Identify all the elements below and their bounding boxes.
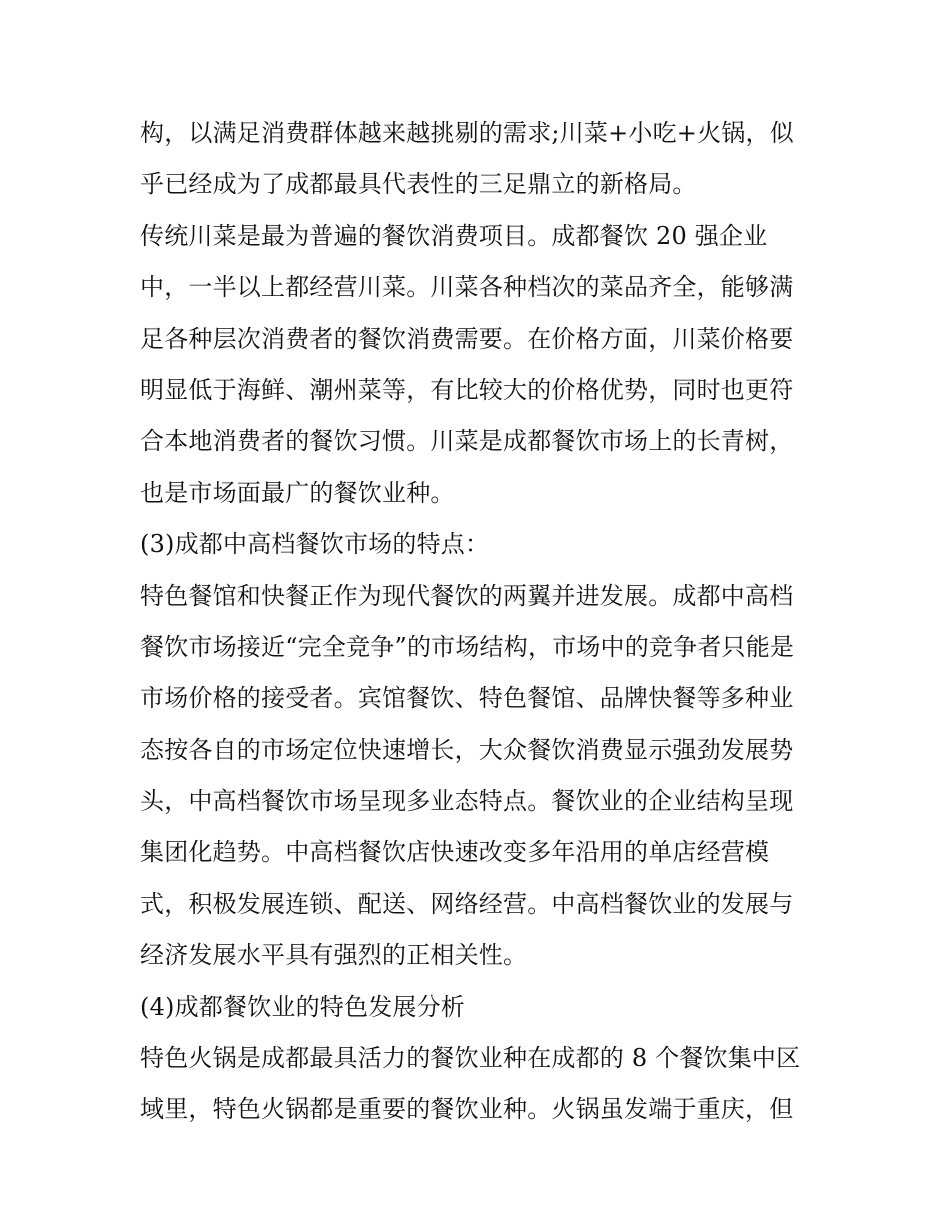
text-line: 也是市场面最广的餐饮业种。 (140, 478, 455, 507)
text-line: 明显低于海鲜、潮州菜等，有比较大的价格优势，同时也更符 (140, 375, 794, 404)
text-line: 式，积极发展连锁、配送、网络经营。中高档餐饮业的发展与 (140, 889, 794, 918)
text-line: 构，以满足消费群体越来越挑剔的需求;川菜+小吃+火锅，似 (140, 119, 794, 147)
text-line: 中，一半以上都经营川菜。川菜各种档次的菜品齐全，能够满 (140, 273, 794, 302)
section-heading: (3)成都中高档餐饮市场的特点： (140, 530, 490, 559)
text-line: 传统川菜是最为普遍的餐饮消费项目。成都餐饮 20 强企业 (140, 221, 768, 250)
text-line: 经济发展水平具有强烈的正相关性。 (140, 941, 528, 970)
text-line: 特色餐馆和快餐正作为现代餐饮的两翼并进发展。成都中高档 (140, 581, 794, 610)
document-body (140, 108, 820, 1136)
text-line: 乎已经成为了成都最具代表性的三足鼎立的新格局。 (140, 170, 697, 199)
text-line: 合本地消费者的餐饮习惯。川菜是成都餐饮市场上的长青树， (140, 427, 794, 456)
text-line: 特色火锅是成都最具活力的餐饮业种在成都的 8 个餐饮集中区 (140, 1044, 801, 1073)
text-line: 足各种层次消费者的餐饮消费需要。在价格方面，川菜价格要 (140, 324, 794, 353)
section-heading: (4)成都餐饮业的特色发展分析 (140, 992, 465, 1021)
text-line: 餐饮市场接近“完全竞争”的市场结构，市场中的竞争者只能是 (140, 632, 795, 661)
text-line: 态按各自的市场定位快速增长，大众餐饮消费显示强劲发展势 (140, 735, 794, 764)
text-line: 市场价格的接受者。宾馆餐饮、特色餐馆、品牌快餐等多种业 (140, 684, 794, 713)
text-line: 头，中高档餐饮市场呈现多业态特点。餐饮业的企业结构呈现 (140, 787, 794, 816)
text-line: 域里，特色火锅都是重要的餐饮业种。火锅虽发端于重庆，但 (140, 1095, 794, 1124)
text-line: 集团化趋势。中高档餐饮店快速改变多年沿用的单店经营模 (140, 838, 770, 867)
